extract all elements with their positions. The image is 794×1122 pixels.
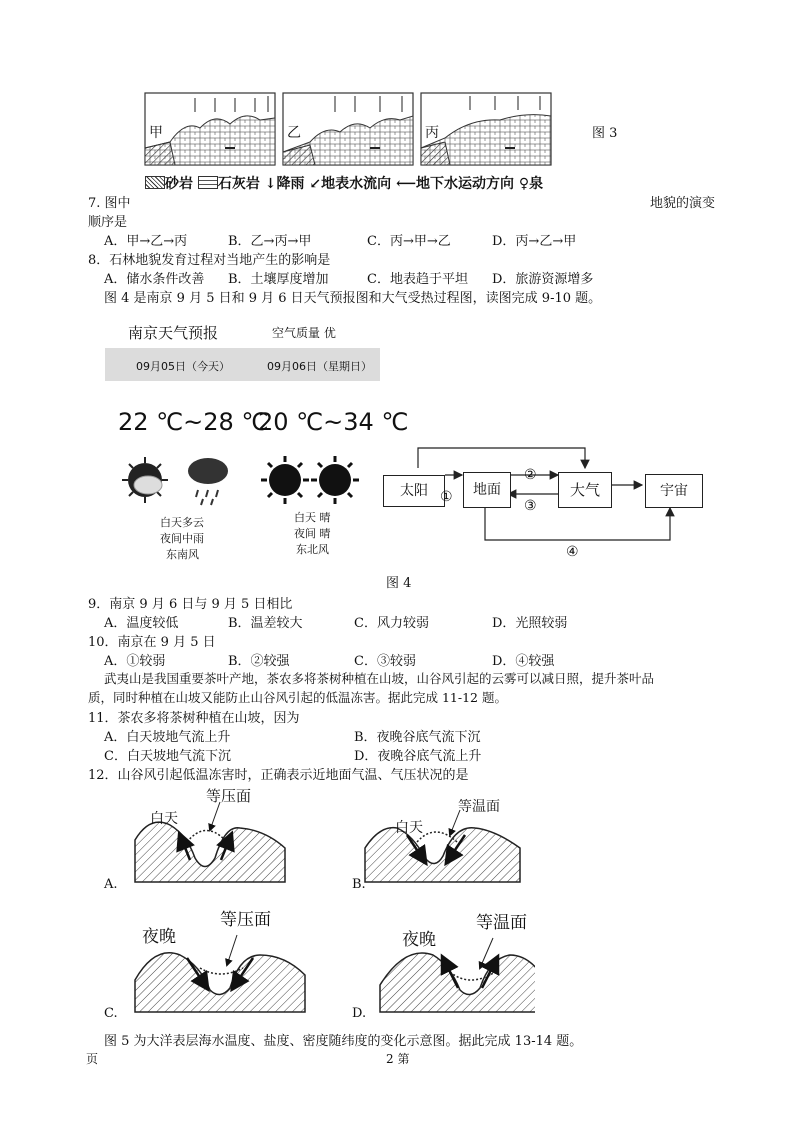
temp-sep5: 22 ℃~28 ℃ xyxy=(118,408,269,436)
weather-title: 南京天气预报 xyxy=(128,324,219,342)
q7-stem-cont: 顺序是 xyxy=(88,215,128,230)
day2-line1: 白天 晴 xyxy=(294,511,331,524)
q9-option-c[interactable]: C．风力较弱 xyxy=(354,616,429,631)
sunny-icon xyxy=(261,456,309,504)
panel-label-yi: 乙 xyxy=(287,125,301,141)
legend-surface-flow: 地表水流向 xyxy=(321,176,392,192)
day2-line2: 夜间 晴 xyxy=(294,527,331,540)
rain-arrow-icon: ↓ xyxy=(264,176,277,192)
mark-4: ④ xyxy=(566,544,579,560)
node-atmosphere: 大气 xyxy=(558,472,612,508)
intro-9-10: 图 4 是南京 9 月 5 日和 9 月 6 日天气预报图和大气受热过程图，读图完成 9-10 题。 xyxy=(104,291,602,306)
footer-left: 页 xyxy=(86,1052,99,1066)
q10-option-c[interactable]: C．③较弱 xyxy=(354,654,416,669)
q12-a-surface: 等压面 xyxy=(206,787,252,805)
legend-rain: 降雨 xyxy=(276,176,305,192)
legend-groundwater: 地下水运动方向 xyxy=(416,176,515,192)
rain-icon xyxy=(188,458,228,505)
q12-c-time: 夜晚 xyxy=(142,927,176,947)
panel-yi xyxy=(283,93,413,165)
q7-stem-end: 地貌的演变 xyxy=(650,196,716,211)
q12-a-time: 白天 xyxy=(150,811,178,827)
intro-11-12-line2: 质，同时种植在山坡又能防止山谷风引起的低温冻害。据此完成 11-12 题。 xyxy=(88,690,507,705)
panel-label-jia: 甲 xyxy=(149,125,163,141)
q7-option-c[interactable]: C．丙→甲→乙 xyxy=(367,234,451,249)
q12-option-d[interactable]: D. xyxy=(352,1006,367,1021)
q9-option-b[interactable]: B．温差较大 xyxy=(228,616,303,631)
q12-diagrams xyxy=(125,780,535,1030)
surface-flow-icon: ↙ xyxy=(309,176,322,192)
day2-line3: 东北风 xyxy=(296,543,329,556)
q9-option-a[interactable]: A．温度较低 xyxy=(104,616,179,631)
node-sun: 太阳 xyxy=(383,475,445,507)
q7-option-a[interactable]: A．甲→乙→丙 xyxy=(104,234,188,249)
q8-option-c[interactable]: C．地表趋于平坦 xyxy=(367,272,468,287)
q12-d-time: 夜晚 xyxy=(402,930,436,950)
q12-stem: 12．山谷风引起低温冻害时，正确表示近地面气温、气压状况的是 xyxy=(88,768,469,783)
page-number: 2 第 xyxy=(386,1052,410,1066)
mark-1: ① xyxy=(440,489,453,505)
q8-option-d[interactable]: D．旅游资源增多 xyxy=(492,272,594,287)
sandstone-swatch xyxy=(145,176,165,189)
q11-option-a[interactable]: A．白天坡地气流上升 xyxy=(104,730,231,745)
q10-option-a[interactable]: A．①较弱 xyxy=(104,654,166,669)
q7-option-d[interactable]: D．丙→乙→甲 xyxy=(492,234,577,249)
partly-cloudy-icon xyxy=(122,457,168,503)
q12-d-surface: 等温面 xyxy=(476,913,527,933)
intro-11-12-line1: 武夷山是我国重要茶叶产地，茶农多将茶树种植在山坡，山谷风引起的云雾可以减日照，提升茶叶品 xyxy=(104,671,655,686)
figure-3-legend xyxy=(145,173,543,193)
karst-panels xyxy=(140,90,560,170)
node-universe: 宇宙 xyxy=(645,474,703,508)
q9-stem: 9．南京 9 月 6 日与 9 月 5 日相比 xyxy=(88,597,293,612)
mark-3: ③ xyxy=(524,498,537,514)
q12-option-c[interactable]: C. xyxy=(104,1006,118,1021)
legend-limestone: 石灰岩 xyxy=(217,176,260,192)
q10-stem: 10．南京在 9 月 5 日 xyxy=(88,635,216,650)
q11-stem: 11．茶农多将茶树种植在山坡，因为 xyxy=(88,711,300,726)
legend-spring: 泉 xyxy=(529,176,544,192)
node-ground: 地面 xyxy=(463,472,511,508)
diagram-b xyxy=(365,810,520,882)
panel-bing xyxy=(421,93,551,165)
panel-label-bing: 丙 xyxy=(425,125,439,141)
intro-13-14: 图 5 为大洋表层海水温度、盐度、密度随纬度的变化示意图。据此完成 13-14 题。 xyxy=(104,1034,583,1049)
q10-option-b[interactable]: B．②较强 xyxy=(228,654,290,669)
q10-option-d[interactable]: D．④较强 xyxy=(492,654,555,669)
q12-option-a[interactable]: A. xyxy=(104,877,118,892)
q12-b-surface: 等温面 xyxy=(458,799,500,815)
q11-option-b[interactable]: B．夜晚谷底气流下沉 xyxy=(354,730,481,745)
spring-icon: ♀ xyxy=(518,176,530,192)
day1-line2: 夜间中雨 xyxy=(160,532,204,545)
legend-sandstone: 砂岩 xyxy=(165,176,193,192)
q7-option-b[interactable]: B．乙→丙→甲 xyxy=(228,234,312,249)
q12-c-surface: 等压面 xyxy=(220,910,271,930)
sunny-icon-night xyxy=(311,456,359,504)
q12-option-b[interactable]: B. xyxy=(352,877,366,892)
groundwater-arrow-icon: ⟵ xyxy=(395,176,417,192)
figure-3-label: 图 3 xyxy=(592,126,618,141)
q8-stem: 8．石林地貌发育过程对当地产生的影响是 xyxy=(88,253,331,268)
date-sep6: 09月06日（星期日） xyxy=(267,360,372,373)
day1-line1: 白天多云 xyxy=(160,516,204,529)
date-sep5: 09月05日（今天） xyxy=(136,360,230,373)
mark-2: ② xyxy=(524,467,537,483)
q8-option-a[interactable]: A．储水条件改善 xyxy=(104,272,205,287)
figure-4-label: 图 4 xyxy=(386,576,412,591)
q11-option-d[interactable]: D．夜晚谷底气流上升 xyxy=(354,749,482,764)
q12-b-time: 白天 xyxy=(395,820,423,836)
q8-option-b[interactable]: B．土壤厚度增加 xyxy=(228,272,329,287)
air-quality: 空气质量 优 xyxy=(272,326,336,340)
weather-icons xyxy=(120,455,370,510)
temp-sep6: 20 ℃~34 ℃ xyxy=(258,408,409,436)
day1-line3: 东南风 xyxy=(166,548,199,561)
q7-stem-start: 7. 图中 xyxy=(88,196,131,211)
panel-jia xyxy=(145,93,275,165)
q11-option-c[interactable]: C．白天坡地气流下沉 xyxy=(104,749,231,764)
q9-option-d[interactable]: D．光照较弱 xyxy=(492,616,568,631)
limestone-swatch xyxy=(198,176,218,189)
